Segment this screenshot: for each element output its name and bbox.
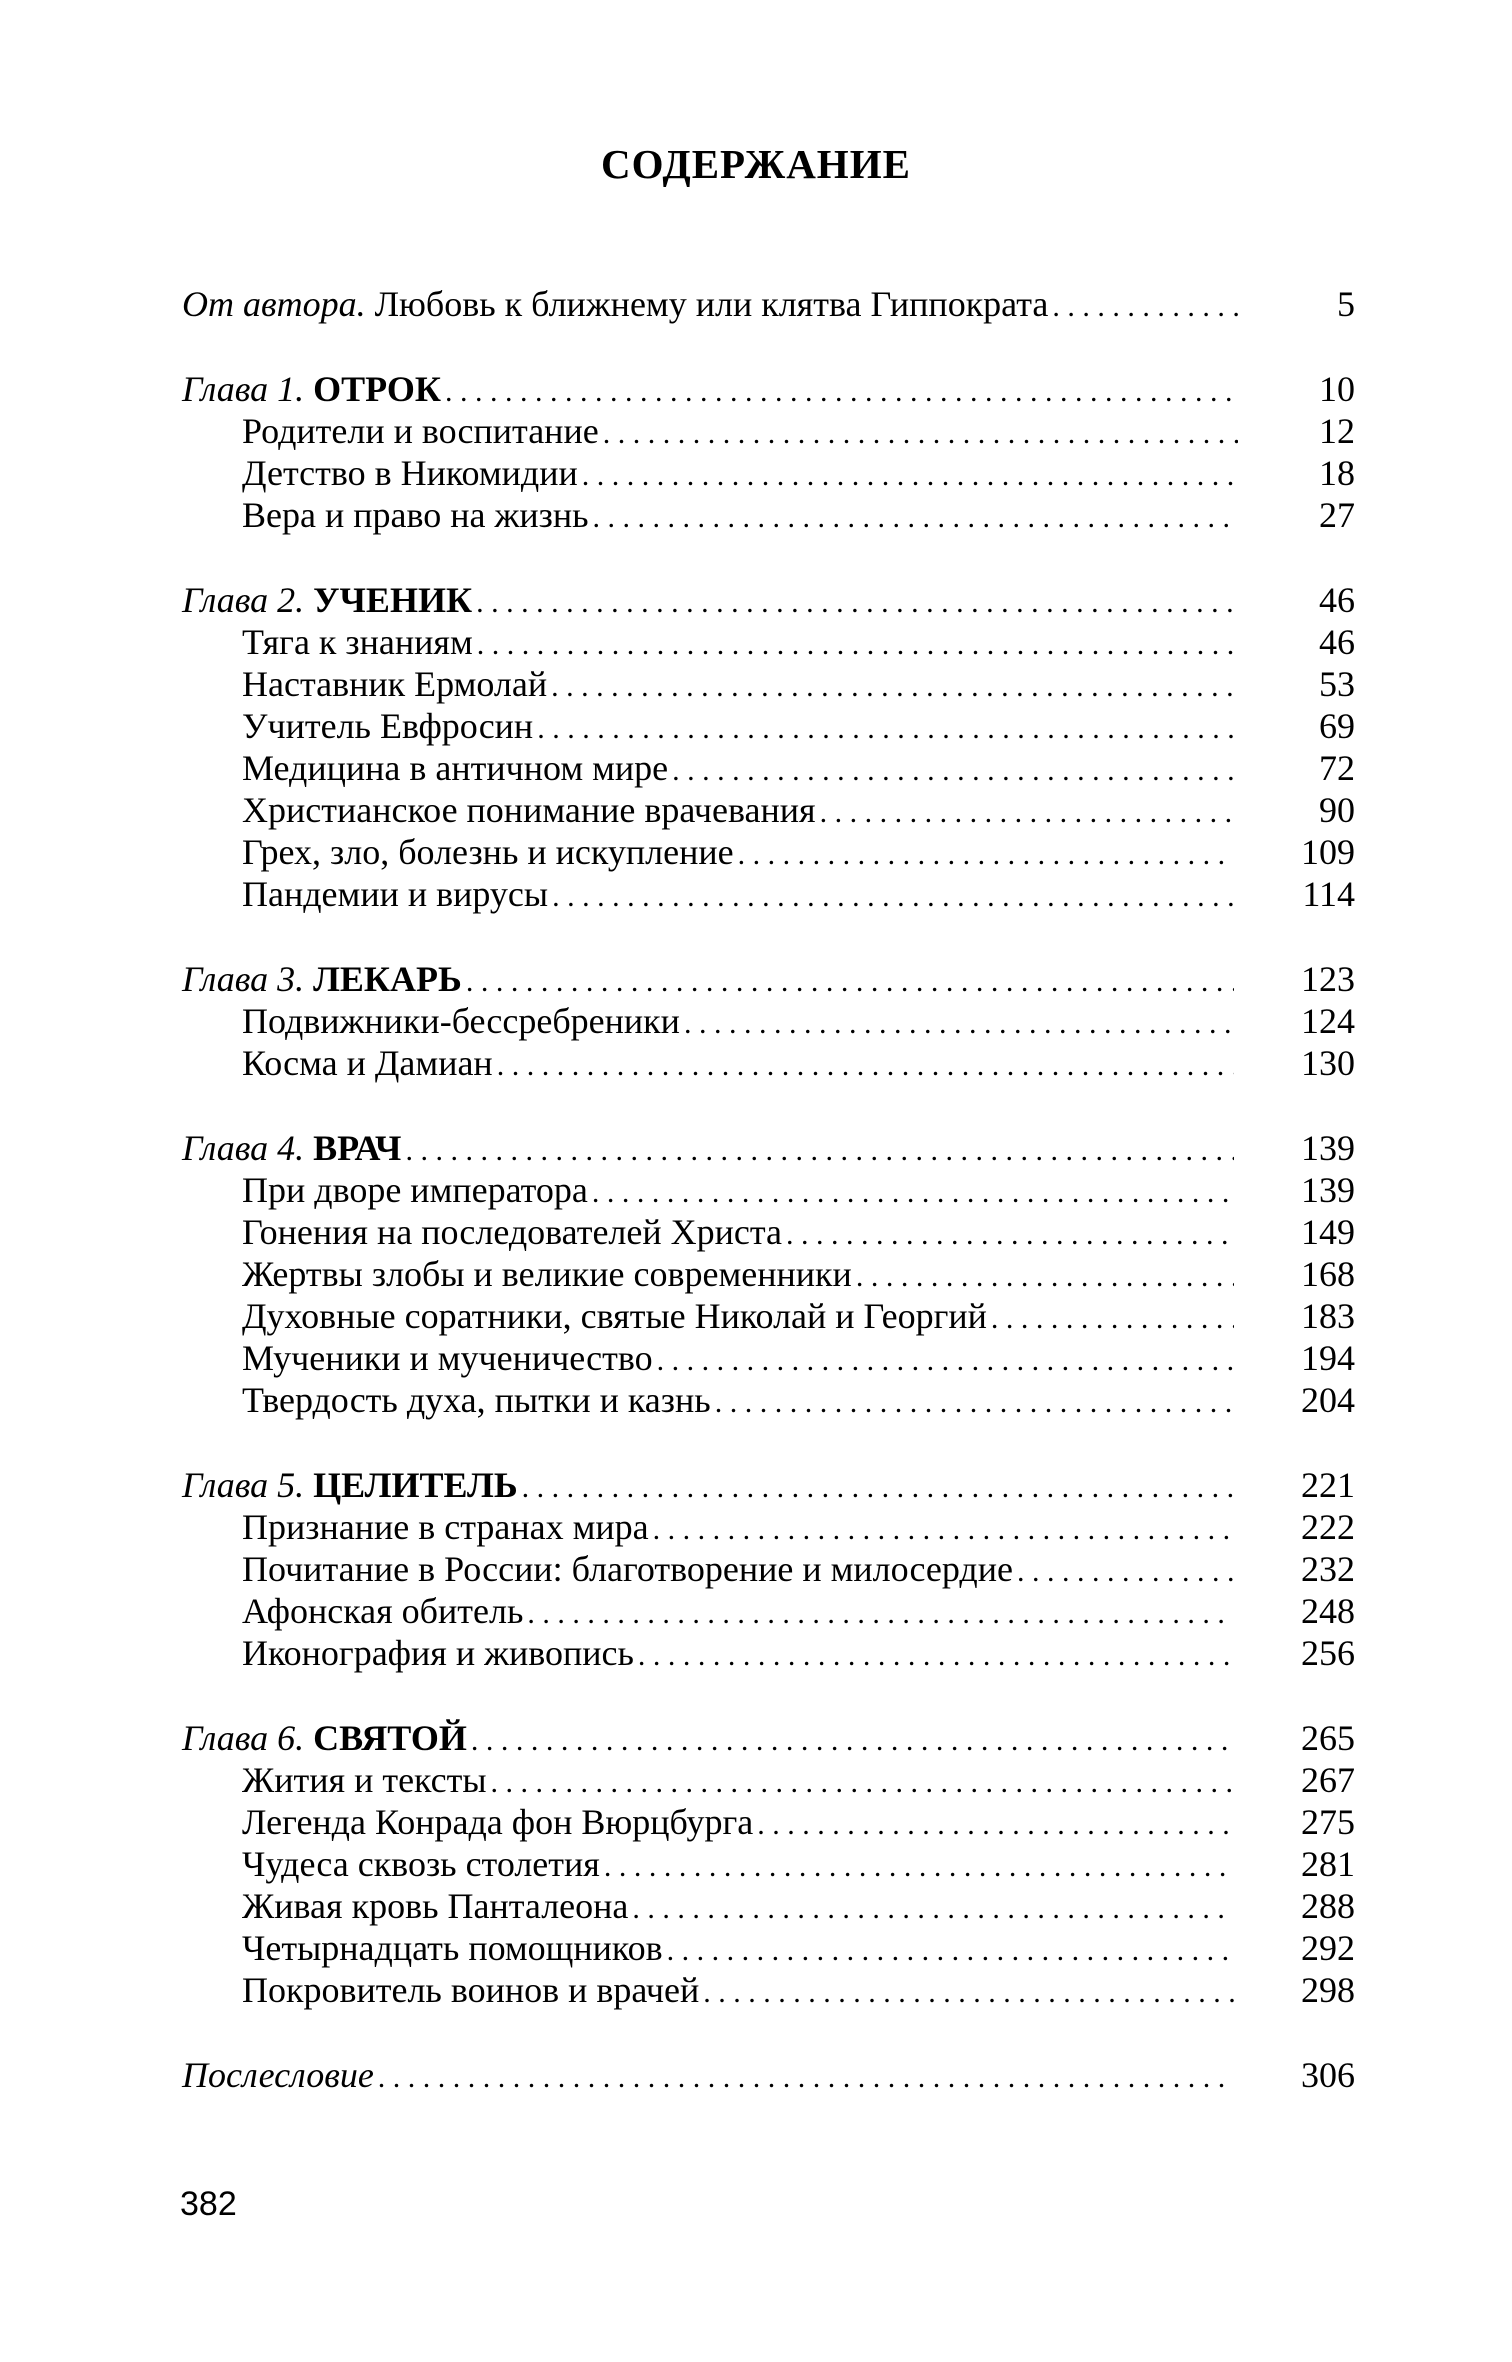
toc-entry-text: Детство в Никомидии: [242, 453, 578, 493]
toc-subentry: [182, 1927, 1355, 1969]
toc-entry-text: Мученики и мученичество: [242, 1338, 653, 1378]
toc-entry-title: [242, 1590, 523, 1632]
toc-entry-title: [242, 1759, 487, 1801]
dot-leader: [491, 1762, 1234, 1804]
toc-entry-prefix: Глава 3.: [182, 959, 305, 999]
dot-leader: [638, 1635, 1234, 1677]
toc-page-number: 275: [1301, 1802, 1355, 1842]
dot-leader: [757, 1804, 1234, 1846]
table-of-contents: [182, 283, 1355, 2139]
dot-leader: [657, 1340, 1234, 1382]
toc-subentry: [182, 789, 1355, 831]
chapter-title: ЛЕКАРЬ: [313, 959, 462, 999]
toc-entry: [182, 1464, 1355, 1506]
toc-page-number: 267: [1301, 1760, 1355, 1800]
toc-entry-title: [182, 579, 472, 621]
dot-leader: [593, 497, 1238, 539]
toc-entry-text: При дворе императора: [242, 1170, 588, 1210]
chapter-title: СВЯТОЙ: [313, 1718, 467, 1758]
toc-entry-title: [242, 452, 578, 494]
toc-entry-prefix: Глава 1.: [182, 369, 305, 409]
dot-leader: [445, 371, 1238, 413]
toc-page-number: 90: [1319, 790, 1355, 830]
dot-leader: [856, 1256, 1234, 1298]
toc-subentry: [182, 1885, 1355, 1927]
toc-entry-text: Любовь к ближнему или клятва Гиппократа: [365, 284, 1049, 324]
toc-page-number: 109: [1301, 832, 1355, 872]
toc-entry: [182, 1127, 1355, 1169]
dot-leader: [786, 1214, 1234, 1256]
toc-entry-title: [242, 1169, 588, 1211]
toc-subentry: [182, 1590, 1355, 1632]
toc-entry-text: Подвижники-бессребреники: [242, 1001, 680, 1041]
toc-entry-title: [242, 1295, 987, 1337]
toc-entry-text: Христианское понимание врачевания: [242, 790, 816, 830]
chapter-title: ОТРОК: [313, 369, 441, 409]
toc-subentry: [182, 1801, 1355, 1843]
toc-page-number: 149: [1301, 1212, 1355, 1252]
toc-entry: [182, 283, 1355, 325]
toc-entry-title: [242, 873, 548, 915]
toc-entry-text: Косма и Дамиан: [242, 1043, 493, 1083]
toc-entry-title: [242, 1211, 782, 1253]
toc-entry-text: Твердость духа, пытки и казнь: [242, 1380, 711, 1420]
toc-subentry: [182, 1211, 1355, 1253]
toc-subentry: [182, 873, 1355, 915]
toc-entry-text: Медицина в античном мире: [242, 748, 669, 788]
toc-section: [182, 1717, 1355, 2011]
toc-entry-prefix: Послесловие: [182, 2055, 374, 2095]
toc-entry-title: [182, 368, 441, 410]
toc-section: [182, 368, 1355, 536]
toc-page-number: 69: [1319, 706, 1355, 746]
toc-subentry: [182, 705, 1355, 747]
toc-page-number: 124: [1301, 1001, 1355, 1041]
page-number: 382: [180, 2185, 237, 2223]
toc-entry-title: [242, 789, 816, 831]
toc-entry-text: Тяга к знаниям: [242, 622, 473, 662]
toc-page-number: 139: [1301, 1170, 1355, 1210]
toc-subentry: [182, 1632, 1355, 1674]
toc-subentry: [182, 1169, 1355, 1211]
toc-entry-title: [242, 1379, 711, 1421]
toc-entry-title: [242, 1927, 663, 1969]
toc-subentry: [182, 1337, 1355, 1379]
toc-entry: [182, 579, 1355, 621]
toc-entry-text: Духовные соратники, святые Николай и Георгий: [242, 1296, 987, 1336]
toc-entry-title: [242, 663, 547, 705]
toc-entry: [182, 368, 1355, 410]
toc-subentry: [182, 1506, 1355, 1548]
toc-entry-title: [182, 2054, 374, 2096]
dot-leader: [592, 1172, 1234, 1214]
toc-entry-text: Вера и право на жизнь: [242, 495, 589, 535]
toc-subentry: [182, 410, 1355, 452]
toc-subentry: [182, 1843, 1355, 1885]
dot-leader: [405, 1130, 1234, 1172]
dot-leader: [378, 2057, 1234, 2099]
toc-page-number: 72: [1319, 748, 1355, 788]
toc-entry-title: [242, 1506, 649, 1548]
toc-entry-text: Наставник Ермолай: [242, 664, 548, 704]
toc-entry-text: Легенда Конрада фон Вюрцбурга: [242, 1802, 754, 1842]
toc-subentry: [182, 1969, 1355, 2011]
toc-entry-text: Признание в странах мира: [242, 1507, 649, 1547]
dot-leader: [552, 876, 1235, 918]
page-title: СОДЕРЖАНИЕ: [601, 141, 911, 187]
dot-leader: [582, 455, 1238, 497]
toc-section: [182, 579, 1355, 915]
toc-entry-title: [242, 1000, 680, 1042]
toc-entry-title: [182, 1464, 518, 1506]
toc-subentry: [182, 494, 1355, 536]
dot-leader: [672, 750, 1238, 792]
toc-page-number: 114: [1302, 874, 1355, 914]
toc-section: [182, 958, 1355, 1084]
dot-leader: [537, 708, 1238, 750]
toc-page-number: 221: [1301, 1465, 1355, 1505]
dot-leader: [522, 1467, 1234, 1509]
dot-leader: [497, 1045, 1234, 1087]
toc-entry-text: Иконография и живопись: [242, 1633, 634, 1673]
toc-entry-prefix: Глава 4.: [182, 1128, 305, 1168]
toc-entry-text: Грех, зло, болезнь и искупление: [242, 832, 734, 872]
toc-entry-title: [242, 621, 473, 663]
toc-page-number: 281: [1301, 1844, 1355, 1884]
toc-subentry: [182, 1759, 1355, 1801]
dot-leader: [603, 413, 1238, 455]
toc-page-number: 168: [1301, 1254, 1355, 1294]
dot-leader: [466, 961, 1234, 1003]
toc-entry: [182, 2054, 1355, 2096]
toc-page-number: 265: [1301, 1718, 1355, 1758]
chapter-title: УЧЕНИК: [313, 580, 473, 620]
chapter-title: ВРАЧ: [313, 1128, 402, 1168]
toc-page-number: 288: [1301, 1886, 1355, 1926]
dot-leader: [1017, 1551, 1234, 1593]
dot-leader: [604, 1846, 1234, 1888]
toc-page-number: 53: [1319, 664, 1355, 704]
toc-page-number: 292: [1301, 1928, 1355, 1968]
toc-page-number: 27: [1319, 495, 1355, 535]
toc-entry: [182, 958, 1355, 1000]
toc-entry-text: Учитель Евфросин: [242, 706, 534, 746]
toc-page-number: 123: [1301, 959, 1355, 999]
toc-entry-title: [242, 410, 599, 452]
toc-page-number: 10: [1319, 369, 1355, 409]
dot-leader: [820, 792, 1238, 834]
dot-leader: [471, 1720, 1234, 1762]
toc-subentry: [182, 747, 1355, 789]
toc-entry-text: Чудеса сквозь столетия: [242, 1844, 600, 1884]
toc-subentry: [182, 1000, 1355, 1042]
toc-entry-title: [182, 1717, 467, 1759]
toc-entry-text: Почитание в России: благотворение и милосердие: [242, 1549, 1013, 1589]
toc-subentry: [182, 1548, 1355, 1590]
toc-page-number: 130: [1301, 1043, 1355, 1083]
toc-subentry: [182, 1253, 1355, 1295]
toc-page-number: 204: [1301, 1380, 1355, 1420]
toc-entry-title: [242, 1337, 653, 1379]
toc-entry-text: Родители и воспитание: [242, 411, 599, 451]
toc-entry-text: Живая кровь Панталеона: [242, 1886, 629, 1926]
toc-subentry: [182, 621, 1355, 663]
toc-page-number: 194: [1301, 1338, 1355, 1378]
dot-leader: [738, 834, 1234, 876]
dot-leader: [477, 624, 1238, 666]
toc-page-number: 18: [1319, 453, 1355, 493]
toc-entry-title: [242, 1801, 753, 1843]
toc-subentry: [182, 831, 1355, 873]
toc-page-number: 5: [1337, 284, 1355, 324]
toc-page-number: 183: [1301, 1296, 1355, 1336]
toc-page-number: 139: [1301, 1128, 1355, 1168]
toc-page-number: 46: [1319, 580, 1355, 620]
toc-entry-text: Пандемии и вирусы: [242, 874, 549, 914]
toc-entry-text: Гонения на последователей Христа: [242, 1212, 783, 1252]
dot-leader: [703, 1972, 1234, 2014]
toc-subentry: [182, 1042, 1355, 1084]
dot-leader: [632, 1888, 1234, 1930]
toc-entry: [182, 1717, 1355, 1759]
toc-subentry: [182, 1295, 1355, 1337]
toc-entry-title: [242, 1843, 600, 1885]
toc-subentry: [182, 452, 1355, 494]
toc-entry-title: [182, 958, 462, 1000]
toc-entry-text: Афонская обитель: [242, 1591, 524, 1631]
dot-leader: [715, 1382, 1234, 1424]
toc-section: [182, 1464, 1355, 1674]
toc-entry-title: [242, 1632, 634, 1674]
toc-entry-prefix: Глава 2.: [182, 580, 305, 620]
toc-section: [182, 2054, 1355, 2096]
toc-section: [182, 1127, 1355, 1421]
toc-entry-text: Покровитель воинов и врачей: [242, 1970, 700, 2010]
toc-section: [182, 283, 1355, 325]
dot-leader: [1052, 286, 1238, 328]
toc-entry-prefix: От автора.: [182, 284, 366, 324]
toc-entry-title: [242, 494, 589, 536]
dot-leader: [551, 666, 1238, 708]
toc-entry-text: Четырнадцать помощников: [242, 1928, 663, 1968]
dot-leader: [653, 1509, 1234, 1551]
toc-page-number: 298: [1301, 1970, 1355, 2010]
toc-entry-prefix: Глава 5.: [182, 1465, 305, 1505]
dot-leader: [684, 1003, 1234, 1045]
toc-page-number: 222: [1301, 1507, 1355, 1547]
dot-leader: [667, 1930, 1234, 1972]
toc-entry-title: [182, 1127, 401, 1169]
toc-entry-title: [242, 1885, 628, 1927]
chapter-title: ЦЕЛИТЕЛЬ: [313, 1465, 518, 1505]
toc-entry-title: [182, 283, 1048, 325]
toc-entry-title: [242, 1253, 852, 1295]
toc-entry-text: Жертвы злобы и великие современники: [242, 1254, 852, 1294]
toc-page-number: 12: [1319, 411, 1355, 451]
dot-leader: [476, 582, 1238, 624]
toc-page-number: 232: [1301, 1549, 1355, 1589]
toc-page-number: 46: [1319, 622, 1355, 662]
toc-page-number: 256: [1301, 1633, 1355, 1673]
toc-page-number: 248: [1301, 1591, 1355, 1631]
toc-subentry: [182, 663, 1355, 705]
toc-entry-title: [242, 747, 668, 789]
toc-entry-text: Жития и тексты: [242, 1760, 487, 1800]
dot-leader: [991, 1298, 1234, 1340]
toc-entry-title: [242, 1969, 699, 2011]
toc-entry-prefix: Глава 6.: [182, 1718, 305, 1758]
toc-entry-title: [242, 831, 734, 873]
toc-entry-title: [242, 1548, 1013, 1590]
toc-page-number: 306: [1301, 2055, 1355, 2095]
toc-subentry: [182, 1379, 1355, 1421]
toc-entry-title: [242, 1042, 493, 1084]
toc-entry-title: [242, 705, 533, 747]
dot-leader: [527, 1593, 1234, 1635]
